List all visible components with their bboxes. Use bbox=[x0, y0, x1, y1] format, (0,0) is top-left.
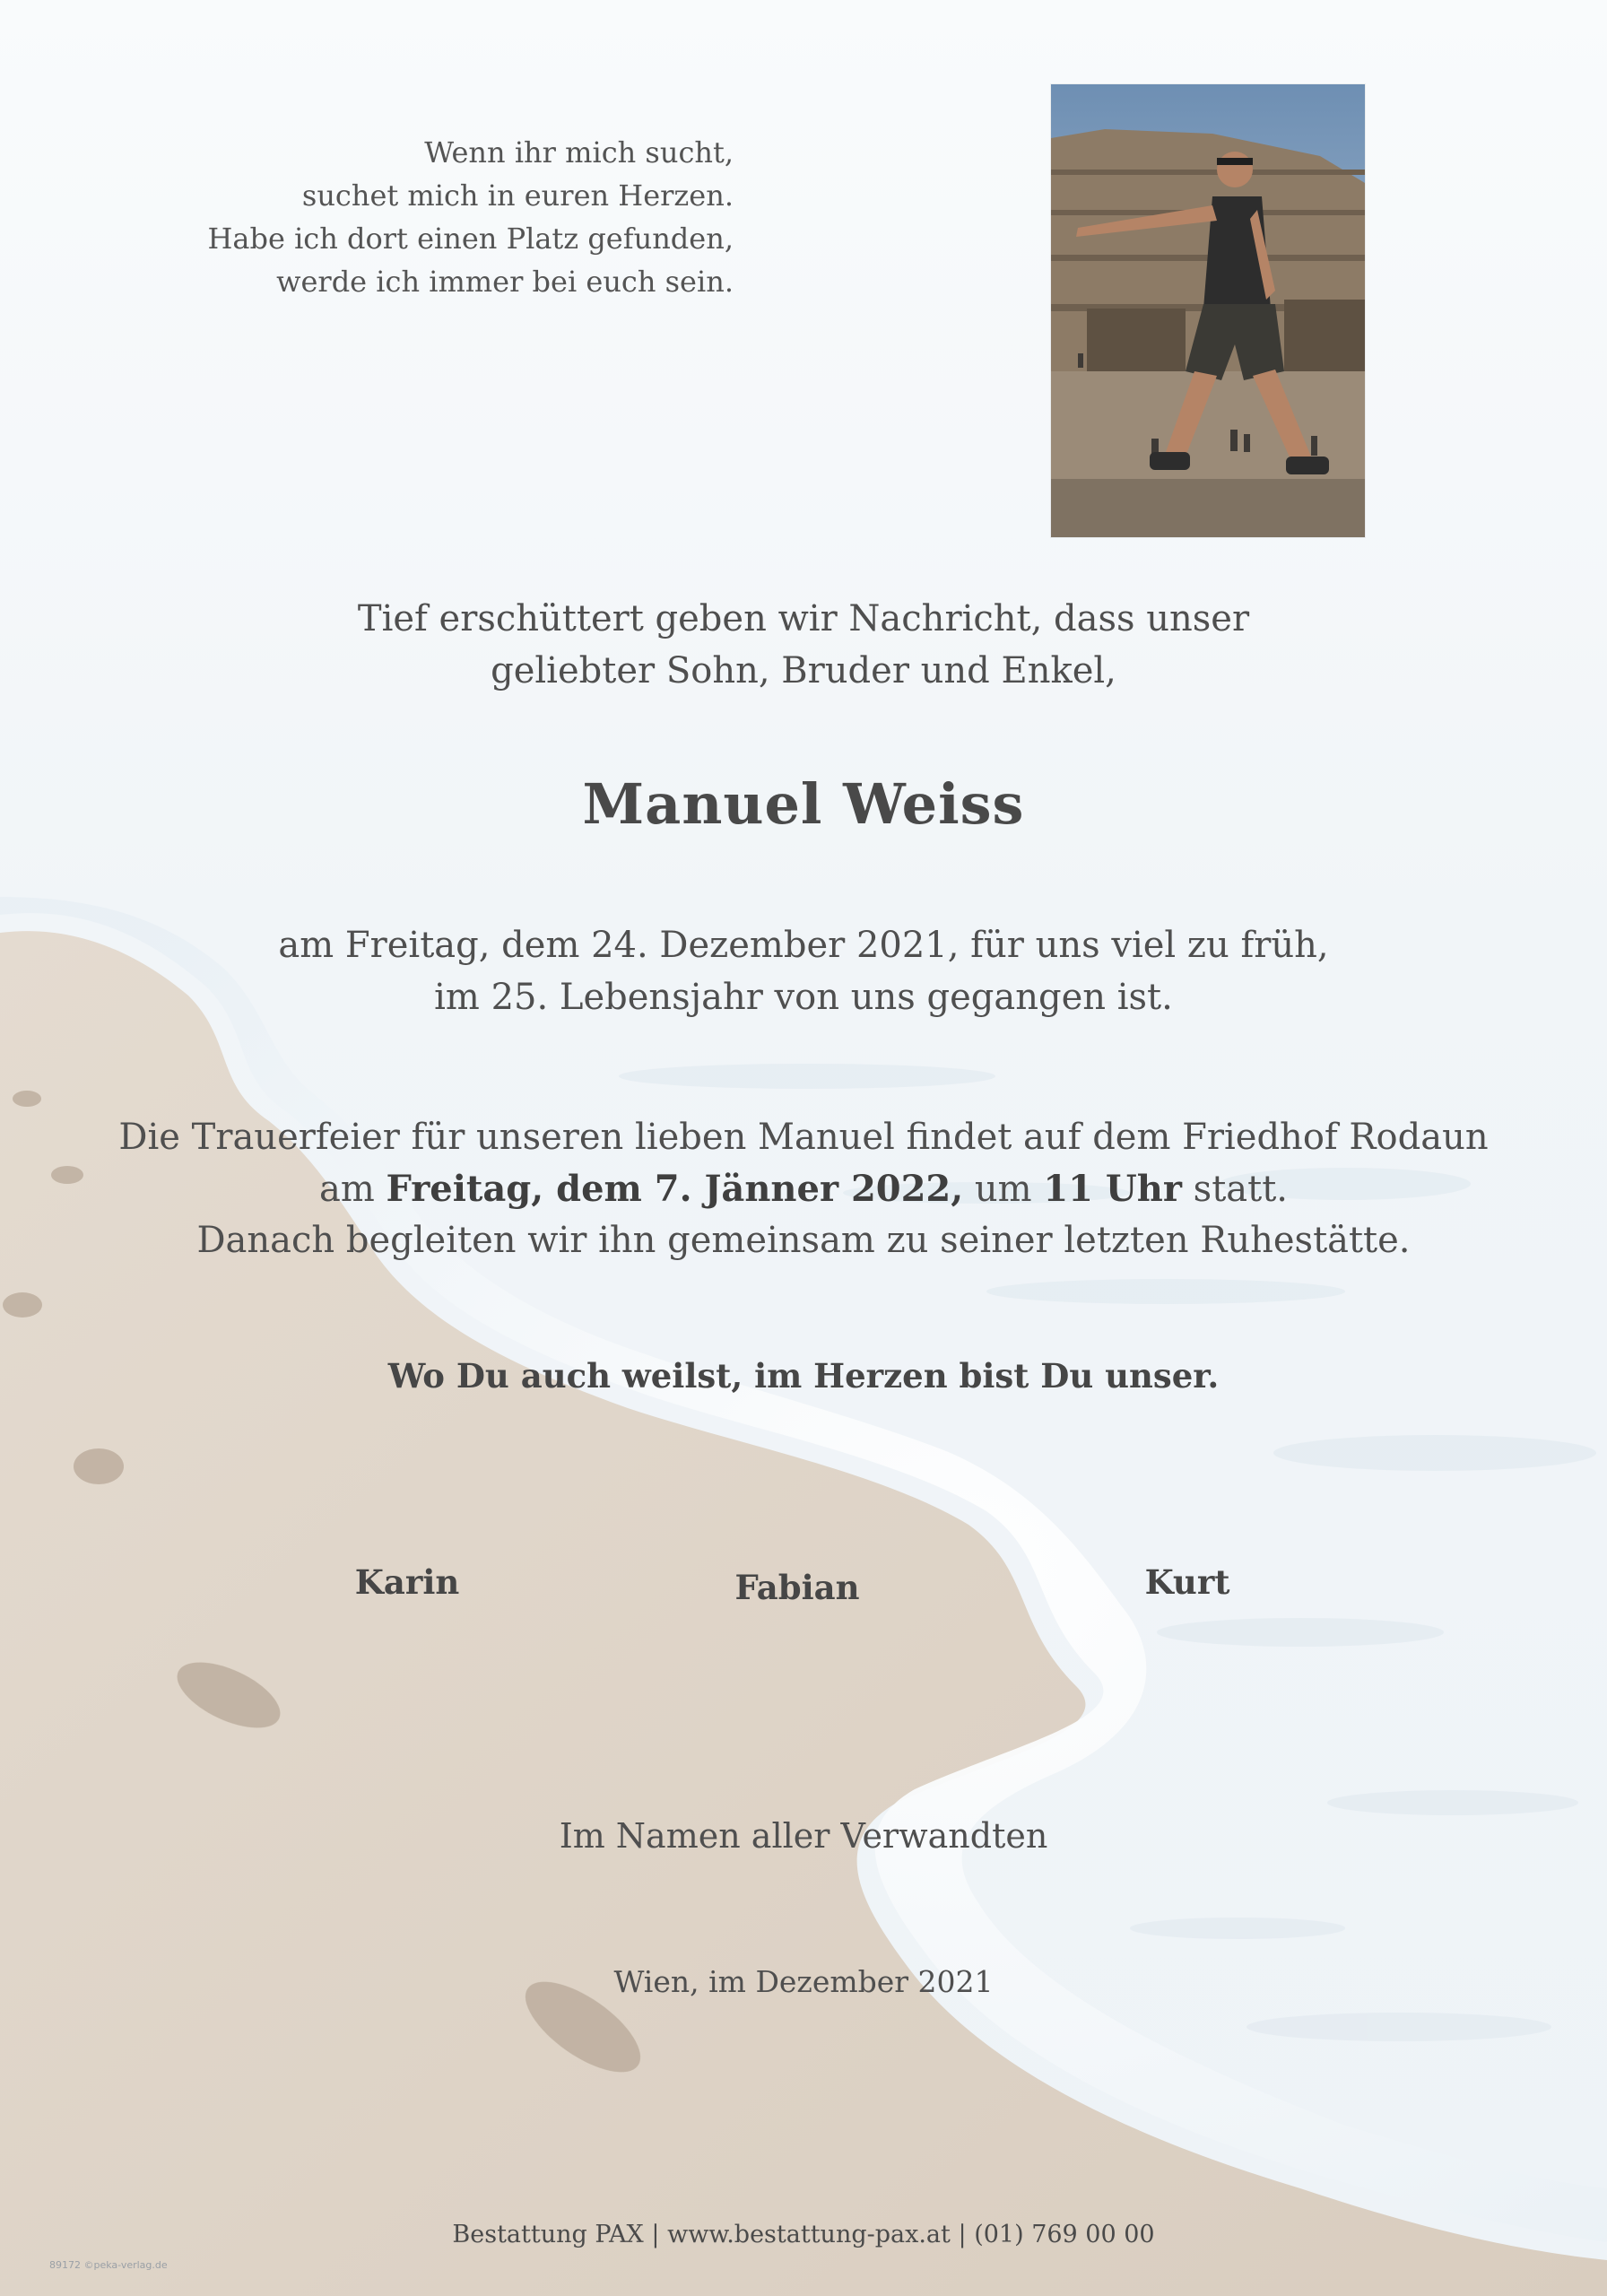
signatory-name: Kurt bbox=[1144, 1562, 1230, 1602]
service-line: Die Trauerfeier für unseren lieben Manuel findet auf dem Friedhof Rodaun bbox=[118, 1117, 1489, 1158]
company-name: Bestattung PAX bbox=[452, 2221, 644, 2248]
death-notice bbox=[0, 919, 1607, 1023]
opening-poem bbox=[135, 131, 734, 303]
poem-line: werde ich immer bei euch sein. bbox=[276, 265, 734, 299]
service-line: Danach begleiten wir ihn gemeinsam zu seiner letzten Ruhestätte. bbox=[196, 1220, 1411, 1261]
intro-line: Tief erschüttert geben wir Nachricht, dass unser bbox=[357, 598, 1250, 639]
intro-text bbox=[0, 593, 1607, 697]
poem-line: Wenn ihr mich sucht, bbox=[424, 135, 734, 170]
signatory-name: Fabian bbox=[734, 1568, 860, 1607]
service-text: um bbox=[963, 1169, 1044, 1210]
intro-line: geliebter Sohn, Bruder und Enkel, bbox=[491, 650, 1116, 691]
signatory-name: Karin bbox=[354, 1562, 460, 1602]
death-line: im 25. Lebensjahr von uns gegangen ist. bbox=[434, 977, 1173, 1018]
portrait-illustration bbox=[1051, 84, 1365, 537]
death-line: am Freitag, dem 24. Dezember 2021, für uns viel zu früh, bbox=[278, 925, 1329, 966]
funeral-service-info bbox=[0, 1112, 1607, 1266]
relatives-line: Im Namen aller Verwandten bbox=[559, 1816, 1048, 1856]
footer-separator: | bbox=[651, 2221, 660, 2248]
footer bbox=[0, 2221, 1607, 2248]
poem-line: Habe ich dort einen Platz gefunden, bbox=[207, 222, 734, 256]
motto: Wo Du auch weilst, im Herzen bist Du unser. bbox=[387, 1356, 1220, 1396]
service-time: 11 Uhr bbox=[1043, 1168, 1182, 1210]
print-mark: 89172 ©peka-verlag.de bbox=[49, 2259, 168, 2271]
footer-separator: | bbox=[958, 2221, 967, 2248]
poem-line: suchet mich in euren Herzen. bbox=[301, 178, 734, 213]
place-date: Wien, im Dezember 2021 bbox=[613, 1964, 994, 1999]
service-date-line bbox=[0, 1163, 1607, 1215]
service-text: statt. bbox=[1181, 1169, 1288, 1210]
portrait-photo bbox=[1051, 84, 1365, 537]
phone-number: (01) 769 00 00 bbox=[974, 2221, 1155, 2248]
website-link[interactable]: www.bestattung-pax.at bbox=[667, 2221, 951, 2248]
service-date: Freitag, dem 7. Jänner 2022, bbox=[386, 1168, 964, 1210]
service-text: am bbox=[319, 1169, 387, 1210]
deceased-name: Manuel Weiss bbox=[582, 771, 1025, 837]
